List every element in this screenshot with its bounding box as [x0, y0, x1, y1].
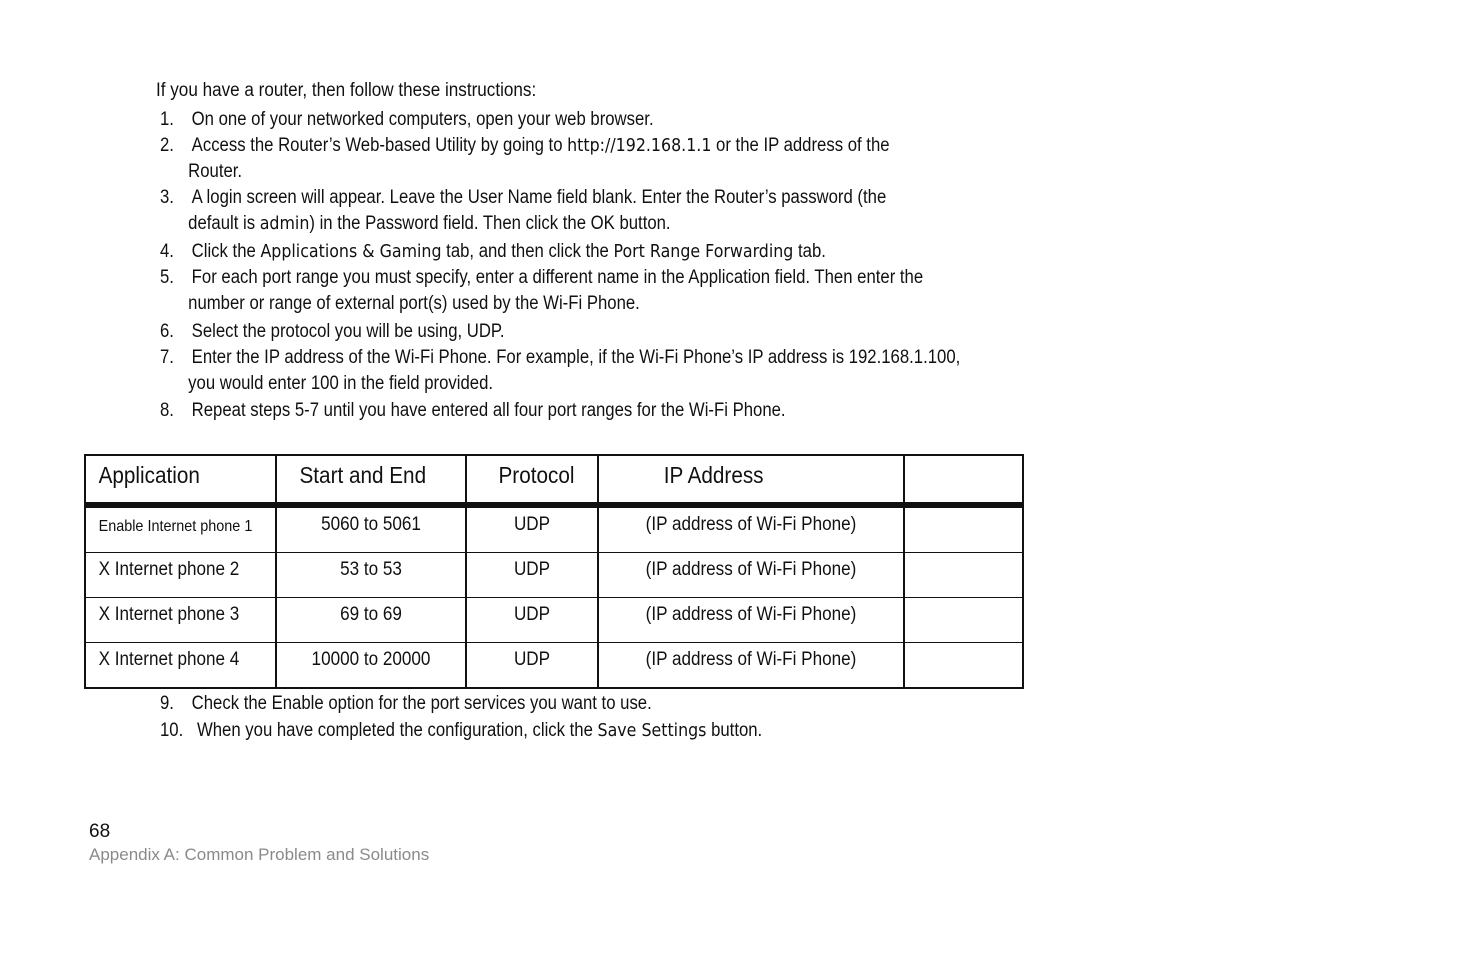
cell-port-range: 69 to 69	[276, 598, 466, 643]
page-number: 68	[89, 821, 111, 842]
step-number: 8.	[160, 400, 174, 421]
table-header-row	[85, 455, 1023, 505]
step-text: Check the	[191, 693, 272, 714]
option-name: Enable	[271, 693, 324, 714]
step-text: Click the	[191, 241, 261, 262]
step-text: Access the Router’s Web-based Utility by going to	[191, 135, 568, 156]
cell-port-range: 53 to 53	[276, 553, 466, 598]
step-number: 6.	[160, 321, 174, 342]
cell-ip-address: (IP address of Wi-Fi Phone)	[598, 553, 904, 598]
step-text: Enter the IP address of the Wi-Fi Phone. For example, if the Wi-Fi Phone’s IP address is 192.168.1.100,	[191, 347, 961, 368]
cell-application: Enable Internet phone 1	[85, 505, 276, 553]
step-9	[160, 691, 652, 717]
cell-port-range: 5060 to 5061	[276, 505, 466, 553]
table-row	[85, 643, 1023, 689]
table-row	[85, 598, 1023, 643]
cell-blank	[904, 505, 1023, 553]
step-text: Repeat steps 5-7 until you have entered all four port ranges for the Wi-Fi Phone.	[191, 400, 786, 421]
step-text: button.	[706, 720, 763, 741]
step-continuation: you would enter 100 in the field provided.	[188, 373, 494, 394]
step-text: On one of your networked computers, open your web browser.	[191, 109, 654, 130]
cell-blank	[904, 643, 1023, 689]
step-6	[160, 319, 505, 345]
tab-name: Applications & Gaming	[260, 241, 442, 262]
page-footer: Appendix A: Common Problem and Solutions	[89, 845, 430, 864]
button-name: Save Settings	[597, 720, 707, 741]
step-3	[160, 185, 886, 237]
step-7	[160, 345, 960, 397]
step-number: 4.	[160, 241, 174, 262]
step-text: option for the port services you want to use.	[323, 693, 652, 714]
step-continuation: number or range of external port(s) used by the Wi-Fi Phone.	[188, 293, 640, 314]
header-start-end: Start and End	[276, 455, 466, 505]
step-5	[160, 265, 923, 317]
cell-application: X Internet phone 3	[85, 598, 276, 643]
step-text: For each port range you must specify, enter a different name in the Application field. Then enter the	[191, 267, 924, 288]
step-number: 2.	[160, 135, 174, 156]
header-application: Application	[85, 455, 276, 505]
step-number: 1.	[160, 109, 174, 130]
step-continuation	[156, 211, 886, 237]
step-continuation: Router.	[188, 161, 243, 182]
step-text: When you have completed the configuration, click the	[196, 720, 598, 741]
step-number: 10.	[160, 720, 184, 741]
step-8	[160, 398, 786, 424]
cell-application: X Internet phone 4	[85, 643, 276, 689]
default-password: admin	[259, 213, 310, 234]
cell-blank	[904, 598, 1023, 643]
header-blank	[904, 455, 1023, 505]
cell-protocol: UDP	[466, 505, 598, 553]
step-text: or the IP address of the	[711, 135, 890, 156]
step-text: tab.	[793, 241, 826, 262]
header-protocol: Protocol	[466, 455, 598, 505]
cell-blank	[904, 553, 1023, 598]
step-text: Select the protocol you will be using, UDP.	[191, 321, 505, 342]
cell-protocol: UDP	[466, 553, 598, 598]
cell-application: X Internet phone 2	[85, 553, 276, 598]
step-number: 3.	[160, 187, 174, 208]
step-number: 9.	[160, 693, 174, 714]
table-row	[85, 553, 1023, 598]
step-text: default is	[188, 213, 260, 234]
step-number: 5.	[160, 267, 174, 288]
step-10	[160, 718, 762, 744]
tab-name: Port Range Forwarding	[613, 241, 794, 262]
header-ip-address: IP Address	[598, 455, 904, 505]
step-1	[160, 107, 654, 133]
step-text: ) in the Password field. Then click the OK button.	[309, 213, 671, 234]
step-4	[160, 239, 826, 265]
step-2	[160, 133, 890, 185]
cell-port-range: 10000 to 20000	[276, 643, 466, 689]
cell-ip-address: (IP address of Wi-Fi Phone)	[598, 505, 904, 553]
port-range-table	[84, 454, 1024, 689]
router-url: http://192.168.1.1	[567, 135, 712, 156]
step-number: 7.	[160, 347, 174, 368]
step-text: tab, and then click the	[441, 241, 614, 262]
table-row	[85, 505, 1023, 553]
cell-protocol: UDP	[466, 598, 598, 643]
cell-ip-address: (IP address of Wi-Fi Phone)	[598, 643, 904, 689]
cell-ip-address: (IP address of Wi-Fi Phone)	[598, 598, 904, 643]
intro-text: If you have a router, then follow these instructions:	[156, 80, 537, 101]
cell-protocol: UDP	[466, 643, 598, 689]
step-text: A login screen will appear. Leave the User Name field blank. Enter the Router’s password (the	[191, 187, 887, 208]
